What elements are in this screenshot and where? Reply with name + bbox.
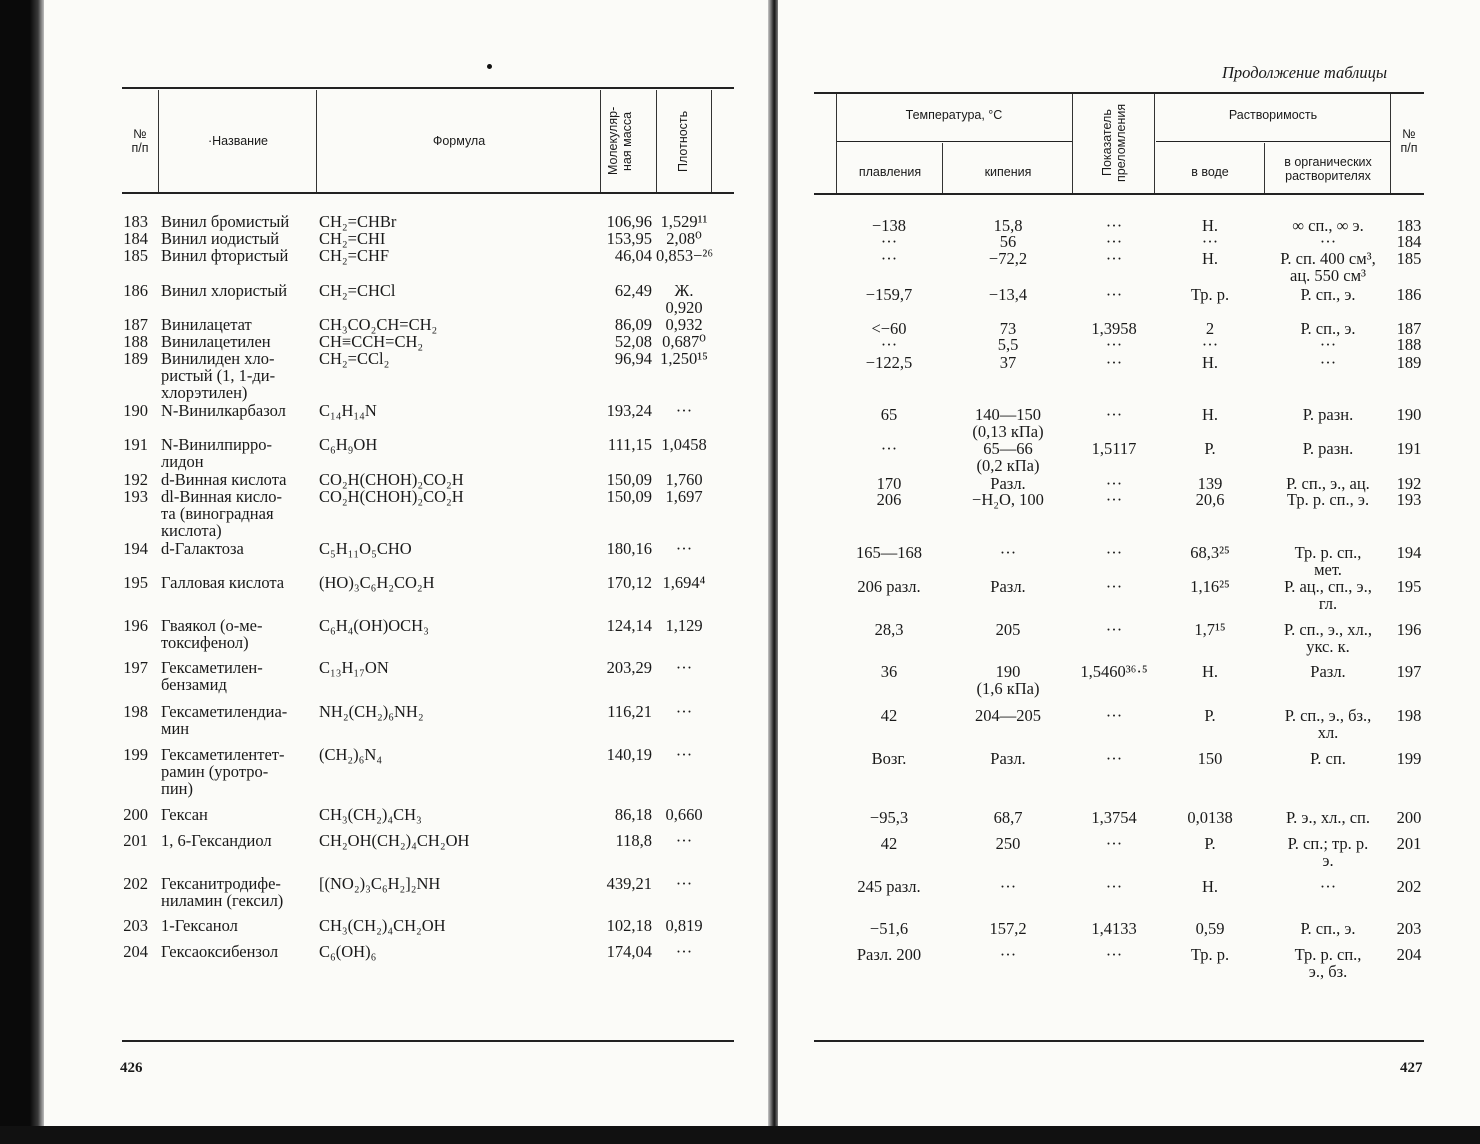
molecular-mass: 86,18 — [614, 805, 652, 824]
molecular-mass: 52,08 — [614, 332, 652, 351]
compound-formula: CH₂=CHCl — [319, 281, 396, 300]
melting-point: ··· — [880, 335, 898, 354]
row-number: 183 — [123, 212, 148, 231]
density: 1,250¹⁵ — [660, 349, 708, 368]
row-number: 186 — [123, 281, 148, 300]
boiling-point: 56 — [999, 232, 1017, 251]
row-number: 188 — [123, 332, 148, 351]
refraction-index: ··· — [1105, 335, 1123, 354]
compound-name: Винил иодистый — [161, 229, 280, 248]
row-number: 193 — [1396, 490, 1422, 509]
density: 0,853−²⁶ — [656, 246, 714, 265]
water-solubility: ··· — [1201, 232, 1219, 251]
boiling-point: 68,7 — [993, 808, 1023, 827]
refraction-index: 1,5117 — [1091, 439, 1137, 458]
refraction-index: ··· — [1105, 490, 1123, 509]
molecular-mass: 140,19 — [606, 745, 652, 764]
header-bottom-rule — [122, 192, 734, 194]
boiling-point: Разл. — [990, 577, 1026, 596]
molecular-mass: 96,94 — [614, 349, 652, 368]
compound-formula: CH₃CO₂CH=CH₂ — [319, 315, 438, 334]
refraction-index: ··· — [1105, 216, 1123, 235]
organic-solubility: Р. ац., сп., э., гл. — [1284, 577, 1372, 613]
melting-point: 36 — [880, 662, 898, 681]
density: 1,760 — [665, 470, 703, 489]
boiling-point: 204—205 — [975, 706, 1041, 725]
row-number: 192 — [123, 470, 148, 489]
compound-name: dl-Винная кисло- та (виноградная кислота) — [161, 487, 283, 540]
compound-name: N-Винилкарбазол — [161, 401, 286, 420]
row-number: 196 — [1396, 620, 1422, 639]
page-number: 427 — [1400, 1060, 1423, 1076]
boiling-point: 157,2 — [989, 919, 1027, 938]
melting-point: 42 — [880, 834, 898, 853]
row-number: 197 — [123, 658, 148, 677]
molecular-mass: 170,12 — [606, 573, 652, 592]
melting-point: −95,3 — [869, 808, 909, 827]
boiling-point: −H₂O, 100 — [972, 490, 1044, 509]
refraction-index: ··· — [1105, 945, 1123, 964]
density: 1,0458 — [661, 435, 707, 454]
compound-formula: CH₂=CHBr — [319, 212, 397, 231]
right-page — [778, 0, 1480, 1144]
header-name: ·Название — [207, 134, 269, 148]
molecular-mass: 439,21 — [606, 874, 652, 893]
melting-point: Разл. 200 — [856, 945, 922, 964]
row-number: 183 — [1396, 216, 1422, 235]
density: 1,129 — [665, 616, 703, 635]
compound-name: Гексан — [161, 805, 208, 824]
refraction-index: ··· — [1105, 285, 1123, 304]
continuation-caption: Продолжение таблицы — [1222, 63, 1388, 82]
page-edge-shadow — [0, 0, 44, 1144]
row-number: 189 — [123, 349, 148, 368]
molecular-mass: 86,09 — [614, 315, 652, 334]
water-solubility: 68,3²⁵ — [1190, 543, 1230, 562]
compound-name: N-Винилпирро- лидон — [161, 435, 273, 471]
compound-formula: NH₂(CH₂)₆NH₂ — [319, 702, 424, 721]
melting-point: ··· — [880, 249, 898, 268]
compound-formula: CH₃(CH₂)₄CH₃ — [319, 805, 422, 824]
organic-solubility: ··· — [1319, 335, 1337, 354]
header-num: № п/п — [1400, 127, 1418, 155]
water-solubility: Н. — [1201, 353, 1219, 372]
compound-name: 1-Гексанол — [161, 916, 238, 935]
boiling-point: Разл. — [990, 474, 1026, 493]
density: 1,529¹¹ — [660, 212, 708, 231]
row-number: 204 — [123, 942, 148, 961]
organic-solubility: ··· — [1319, 877, 1337, 896]
compound-name: Винилиден хло- ристый (1, 1-ди- хлорэтилен) — [161, 349, 276, 402]
organic-solubility: Р. сп. 400 см³, ац. 550 см³ — [1280, 249, 1376, 285]
refraction-index: ··· — [1105, 620, 1123, 639]
water-solubility: 1,7¹⁵ — [1194, 620, 1226, 639]
melting-point: −51,6 — [869, 919, 909, 938]
header-divider — [942, 143, 943, 193]
density: 1,694⁴ — [662, 573, 706, 592]
water-solubility: 2 — [1205, 319, 1215, 338]
compound-name: Гексаметилентет- рамин (уротро- пин) — [161, 745, 285, 798]
molecular-mass: 111,15 — [607, 435, 652, 454]
density: Ж. 0,920 — [665, 281, 703, 317]
organic-solubility: Р. сп., э. — [1300, 285, 1356, 304]
density: 0,932 — [665, 315, 703, 334]
organic-solubility: ··· — [1319, 353, 1337, 372]
compound-formula: CH₃(CH₂)₄CH₂OH — [319, 916, 446, 935]
header-water: в воде — [1191, 165, 1229, 179]
header-density: Плотность — [676, 110, 690, 172]
melting-point: Возг. — [871, 749, 907, 768]
compound-name: d-Винная кислота — [161, 470, 287, 489]
molecular-mass: 150,09 — [606, 487, 652, 506]
molecular-mass: 106,96 — [606, 212, 652, 231]
bottom-rule — [814, 1040, 1424, 1042]
molecular-mass: 118,8 — [615, 831, 652, 850]
water-solubility: Тр. р. — [1190, 945, 1230, 964]
water-solubility: Н. — [1201, 662, 1219, 681]
molecular-mass: 124,14 — [606, 616, 652, 635]
refraction-index: ··· — [1105, 577, 1123, 596]
molecular-mass: 174,04 — [606, 942, 652, 961]
melting-point: 206 — [876, 490, 902, 509]
compound-name: 1, 6-Гександиол — [161, 831, 272, 850]
water-solubility: 139 — [1197, 474, 1223, 493]
density: ··· — [675, 658, 693, 677]
compound-formula: CH₂=CCl₂ — [319, 349, 390, 368]
compound-name: Гексанитродифе- ниламин (гексил) — [161, 874, 284, 910]
organic-solubility: Р. сп., э. — [1300, 319, 1356, 338]
melting-point: 206 разл. — [857, 577, 921, 596]
boiling-point: ··· — [999, 877, 1017, 896]
compound-name: Винил фтористый — [161, 246, 289, 265]
row-number: 189 — [1396, 353, 1422, 372]
compound-name: Галловая кислота — [161, 573, 285, 592]
compound-name: Гексаметилендиа- мин — [161, 702, 288, 738]
temperature-subrule — [836, 141, 1072, 142]
refraction-index: ··· — [1105, 877, 1123, 896]
header-divider — [1072, 94, 1073, 193]
boiling-point: 140—150 (0,13 кПа) — [972, 405, 1044, 441]
header-temperature: Температура, °С — [905, 108, 1003, 122]
density: 1,697 — [665, 487, 703, 506]
header-solubility: Растворимость — [1228, 108, 1318, 122]
refraction-index: 1,5460³⁶·⁵ — [1080, 662, 1148, 681]
melting-point: ··· — [880, 439, 898, 458]
header-divider — [158, 90, 159, 192]
compound-formula: CH₂OH(CH₂)₄CH₂OH — [319, 831, 470, 850]
compound-formula: C₅H₁₁O₅CHO — [319, 539, 412, 558]
density: 2,08⁰ — [666, 229, 702, 248]
header-divider — [1264, 143, 1265, 193]
header-boiling: кипения — [984, 165, 1032, 179]
row-number: 186 — [1396, 285, 1422, 304]
organic-solubility: Разл. — [1310, 662, 1346, 681]
compound-name: Гексаметилен- бензамид — [161, 658, 263, 694]
organic-solubility: Тр. р. сп., мет. — [1294, 543, 1362, 579]
ink-dot — [487, 64, 492, 69]
row-number: 192 — [1396, 474, 1422, 493]
row-number: 202 — [123, 874, 148, 893]
row-number: 187 — [123, 315, 148, 334]
water-solubility: Н. — [1201, 405, 1219, 424]
density: ··· — [675, 539, 693, 558]
header-organic: в органических растворителях — [1284, 155, 1372, 183]
header-divider — [600, 90, 601, 192]
row-number: 198 — [1396, 706, 1422, 725]
organic-solubility: Тр. р. сп., э. — [1286, 490, 1370, 509]
melting-point: 165—168 — [856, 543, 922, 562]
row-number: 191 — [1396, 439, 1422, 458]
boiling-point: Разл. — [990, 749, 1026, 768]
organic-solubility: Тр. р. сп., э., бз. — [1294, 945, 1362, 981]
compound-name: Винил бромистый — [161, 212, 290, 231]
row-number: 194 — [1396, 543, 1422, 562]
water-solubility: 0,0138 — [1187, 808, 1233, 827]
row-number: 190 — [1396, 405, 1422, 424]
organic-solubility: Р. сп.; тр. р. э. — [1287, 834, 1369, 870]
row-number: 195 — [1396, 577, 1422, 596]
refraction-index: ··· — [1105, 543, 1123, 562]
melting-point: −122,5 — [865, 353, 913, 372]
density: ··· — [675, 942, 693, 961]
melting-point: ··· — [880, 232, 898, 251]
header-divider — [316, 90, 317, 192]
table-top-rule — [122, 87, 734, 89]
header-refraction: Показатель преломления — [1100, 103, 1128, 183]
molecular-mass: 62,49 — [614, 281, 652, 300]
row-number: 185 — [123, 246, 148, 265]
melting-point: <−60 — [871, 319, 907, 338]
organic-solubility: Р. сп., э. — [1300, 919, 1356, 938]
header-bottom-rule — [814, 193, 1424, 195]
header-mass: Молекуляр- ная масса — [606, 106, 634, 176]
density: 0,660 — [665, 805, 703, 824]
density: ··· — [675, 831, 693, 850]
row-number: 203 — [1396, 919, 1422, 938]
water-solubility: ··· — [1201, 335, 1219, 354]
refraction-index: 1,4133 — [1091, 919, 1137, 938]
compound-formula: [(NO₂)₃C₆H₂]₂NH — [319, 874, 441, 893]
row-number: 184 — [123, 229, 148, 248]
row-number: 187 — [1396, 319, 1422, 338]
boiling-point: −72,2 — [988, 249, 1028, 268]
organic-solubility: Р. разн. — [1302, 439, 1354, 458]
solubility-subrule — [1156, 141, 1390, 142]
boiling-point: 65—66 (0,2 кПа) — [976, 439, 1040, 475]
row-number: 196 — [123, 616, 148, 635]
molecular-mass: 116,21 — [607, 702, 652, 721]
molecular-mass: 203,29 — [606, 658, 652, 677]
row-number: 204 — [1396, 945, 1422, 964]
header-divider — [1390, 94, 1391, 193]
row-number: 197 — [1396, 662, 1422, 681]
density: ··· — [675, 702, 693, 721]
organic-solubility: Р. разн. — [1302, 405, 1354, 424]
refraction-index: ··· — [1105, 249, 1123, 268]
melting-point: 65 — [880, 405, 898, 424]
header-divider — [711, 90, 712, 192]
melting-point: 42 — [880, 706, 898, 725]
boiling-point: 5,5 — [997, 335, 1019, 354]
header-divider — [1154, 94, 1155, 193]
water-solubility: 0,59 — [1195, 919, 1225, 938]
refraction-index: ··· — [1105, 474, 1123, 493]
compound-formula: (CH₂)₆N₄ — [319, 745, 383, 764]
water-solubility: 1,16²⁵ — [1190, 577, 1230, 596]
organic-solubility: Р. сп. — [1310, 749, 1346, 768]
page-number: 426 — [120, 1060, 143, 1076]
organic-solubility: ∞ сп., ∞ э. — [1292, 216, 1364, 235]
compound-formula: CO₂H(CHOH)₂CO₂H — [319, 470, 464, 489]
density: 0,687⁰ — [662, 332, 706, 351]
melting-point: 245 разл. — [857, 877, 921, 896]
water-solubility: 20,6 — [1195, 490, 1225, 509]
row-number: 184 — [1396, 232, 1422, 251]
compound-formula: (HO)₃C₆H₂CO₂H — [319, 573, 435, 592]
melting-point: 28,3 — [874, 620, 904, 639]
row-number: 194 — [123, 539, 148, 558]
header-melting: плавления — [858, 165, 922, 179]
refraction-index: ··· — [1105, 749, 1123, 768]
water-solubility: Тр. р. — [1190, 285, 1230, 304]
molecular-mass: 46,04 — [614, 246, 652, 265]
boiling-point: 73 — [999, 319, 1017, 338]
refraction-index: 1,3754 — [1091, 808, 1137, 827]
row-number: 200 — [123, 805, 148, 824]
compound-formula: C₆H₉OH — [319, 435, 378, 454]
water-solubility: Р. — [1204, 706, 1216, 725]
header-divider — [836, 94, 837, 193]
compound-formula: C₆H₄(OH)OCH₃ — [319, 616, 429, 635]
boiling-point: 37 — [999, 353, 1017, 372]
water-solubility: Р. — [1204, 834, 1216, 853]
compound-name: Гексаоксибензол — [161, 942, 279, 961]
water-solubility: 150 — [1197, 749, 1223, 768]
molecular-mass: 180,16 — [606, 539, 652, 558]
density: ··· — [675, 401, 693, 420]
row-number: 195 — [123, 573, 148, 592]
refraction-index: ··· — [1105, 706, 1123, 725]
refraction-index: ··· — [1105, 405, 1123, 424]
boiling-point: ··· — [999, 543, 1017, 562]
water-solubility: Н. — [1201, 877, 1219, 896]
header-divider — [656, 90, 657, 192]
molecular-mass: 193,24 — [606, 401, 652, 420]
row-number: 199 — [123, 745, 148, 764]
row-number: 193 — [123, 487, 148, 506]
row-number: 201 — [1396, 834, 1422, 853]
compound-formula: CO₂H(CHOH)₂CO₂H — [319, 487, 464, 506]
organic-solubility: Р. сп., э., хл., укс. к. — [1283, 620, 1373, 656]
density: 0,819 — [665, 916, 703, 935]
boiling-point: −13,4 — [988, 285, 1028, 304]
row-number: 199 — [1396, 749, 1422, 768]
water-solubility: Н. — [1201, 249, 1219, 268]
compound-name: Винил хлористый — [161, 281, 288, 300]
water-solubility: Р. — [1204, 439, 1216, 458]
row-number: 203 — [123, 916, 148, 935]
row-number: 198 — [123, 702, 148, 721]
molecular-mass: 102,18 — [606, 916, 652, 935]
boiling-point: 15,8 — [993, 216, 1023, 235]
row-number: 191 — [123, 435, 148, 454]
table-top-rule — [814, 92, 1424, 94]
compound-name: Винилацетат — [161, 315, 252, 334]
boiling-point: 250 — [995, 834, 1021, 853]
refraction-index: 1,3958 — [1091, 319, 1137, 338]
melting-point: −159,7 — [865, 285, 913, 304]
density: ··· — [675, 745, 693, 764]
refraction-index: ··· — [1105, 353, 1123, 372]
compound-formula: CH₂=CHI — [319, 229, 386, 248]
refraction-index: ··· — [1105, 834, 1123, 853]
row-number: 190 — [123, 401, 148, 420]
row-number: 201 — [123, 831, 148, 850]
compound-name: Гваякол (о-ме- токсифенол) — [161, 616, 263, 652]
compound-name: Винилацетилен — [161, 332, 271, 351]
row-number: 185 — [1396, 249, 1422, 268]
scan-bottom-border — [0, 1126, 1480, 1144]
header-num: № п/п — [131, 127, 149, 155]
refraction-index: ··· — [1105, 232, 1123, 251]
row-number: 200 — [1396, 808, 1422, 827]
density: ··· — [675, 874, 693, 893]
compound-name: d-Галактоза — [161, 539, 244, 558]
molecular-mass: 150,09 — [606, 470, 652, 489]
organic-solubility: Р. э., хл., сп. — [1286, 808, 1370, 827]
organic-solubility: ··· — [1319, 232, 1337, 251]
molecular-mass: 153,95 — [606, 229, 652, 248]
organic-solubility: Р. сп., э., ац. — [1286, 474, 1370, 493]
compound-formula: C₁₄H₁₄N — [319, 401, 377, 420]
compound-formula: CH₂=CHF — [319, 246, 390, 265]
water-solubility: Н. — [1201, 216, 1219, 235]
row-number: 202 — [1396, 877, 1422, 896]
compound-formula: C₆(OH)₆ — [319, 942, 377, 961]
header-formula: Формула — [432, 134, 486, 148]
melting-point: −138 — [871, 216, 907, 235]
boiling-point: 190 (1,6 кПа) — [976, 662, 1040, 698]
boiling-point: 205 — [995, 620, 1021, 639]
bottom-rule — [122, 1040, 734, 1042]
compound-formula: CH≡CCH=CH₂ — [319, 332, 424, 351]
melting-point: 170 — [876, 474, 902, 493]
organic-solubility: Р. сп., э., бз., хл. — [1284, 706, 1372, 742]
row-number: 188 — [1396, 335, 1422, 354]
compound-formula: C₁₃H₁₇ON — [319, 658, 389, 677]
boiling-point: ··· — [999, 945, 1017, 964]
